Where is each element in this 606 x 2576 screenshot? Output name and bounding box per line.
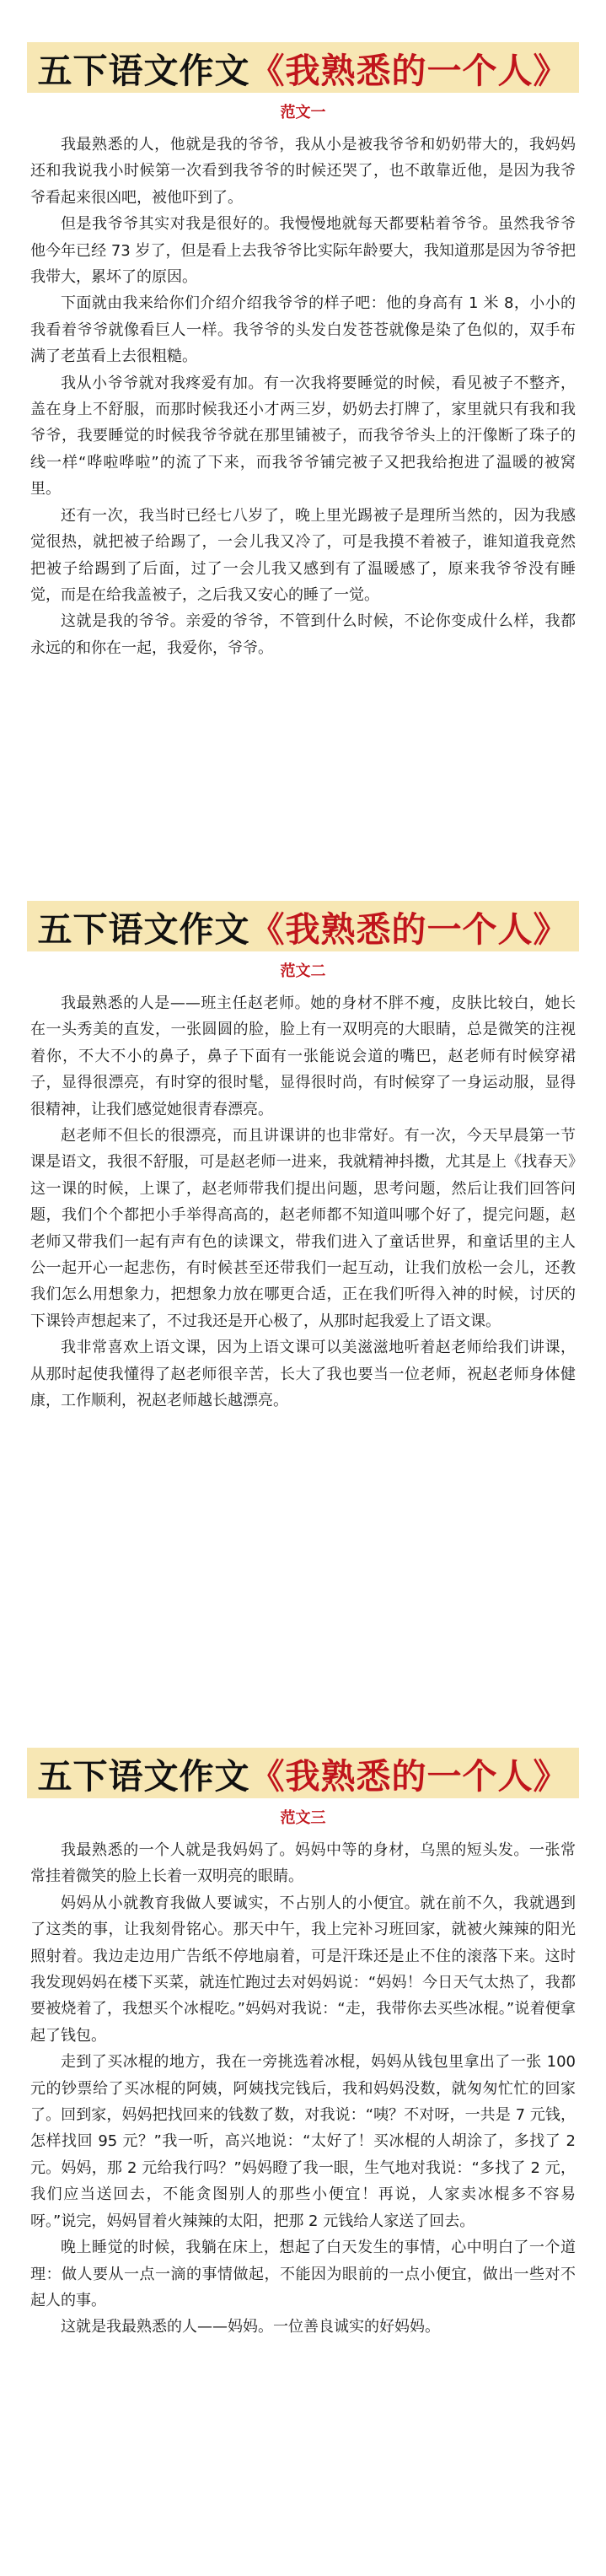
paragraph: 我最熟悉的人，他就是我的爷爷，我从小是被我爷爷和奶奶带大的，我妈妈还和我说我小时候第一次看到我爷爷的时候还哭了，也不敢靠近他，是因为我爷爷看起来很凶吧，被他吓到了。 (30, 136, 576, 207)
essay-subtitle: 范文一 (280, 104, 326, 121)
essay-subtitle: 范文二 (280, 962, 326, 980)
paragraph: 我从小爷爷就对我疼爱有加。有一次我将要睡觉的时候，看见被子不整齐，盖在身上不舒服，而那时候我还小才两三岁，奶奶去打牌了，家里就只有我和我爷爷，我要睡觉的时候我爷爷就在那里铺被子，而我爷爷头上的汗像断了珠子的线一样“哗啦哗啦”的流了下来，而我爷爷铺完被子又把我给抱进了温暖的被窝里。 (30, 374, 576, 498)
title-prefix: 五下语文作文 (37, 908, 250, 950)
paragraph: 我最熟悉的一个人就是我妈妈了。妈妈中等的身材，乌黑的短头发。一张常常挂着微笑的脸上长着一双明亮的眼睛。 (30, 1841, 576, 1886)
title-banner (27, 1748, 579, 1798)
essay-section-2 (0, 901, 606, 1415)
title-prefix: 五下语文作文 (37, 1755, 250, 1797)
paragraph: 这就是我的爷爷。亲爱的爷爷，不管到什么时候，不论你变成什么样，我都永远的和你在一起，我爱你，爷爷。 (30, 612, 576, 657)
paragraph: 走到了买冰棍的地方，我在一旁挑选着冰棍，妈妈从钱包里拿出了一张 100 元的钞票给了买冰棍的阿姨，阿姨找完钱后，我和妈妈没数，就匆匆忙忙的回家了。回到家，妈妈把找回来的钱数了数，对我说：“咦？不对呀，一共是 7 元钱，怎样找回 95 元？”我一听，高兴地说：“太好了！买冰棍的人胡涂了，多找了 2 元。妈妈，那 2 元给我行吗？”妈妈瞪了我一眼，生气地对我说：“多找了 2 元，我们应当送回去，不能贪图别人的那些小便宜！再说，人家卖冰棍多不容易呀。”说完，妈妈冒着火辣辣的太阳，把那 2 元钱给人家送了回去。 (30, 2053, 576, 2230)
title-banner (27, 901, 579, 951)
essay-body (30, 990, 576, 1415)
essay-body (30, 1837, 576, 2341)
paragraph: 这就是我最熟悉的人——妈妈。一位善良诚实的好妈妈。 (61, 2318, 440, 2336)
paragraph: 赵老师不但长的很漂亮，而且讲课讲的也非常好。有一次，今天早晨第一节课是语文，我很不舒服，可是赵老师一进来，我就精神抖擞，尤其是上《找春天》这一课的时候，上课了，赵老师带我们提出问题，思考问题，然后让我们回答问题，我们个个都把小手举得高高的，赵老师都不知道叫哪个好了，提完问题，赵老师又带我们一起有声有色的读课文，带我们进入了童话世界，和童话里的主人公一起开心一起悲伤，有时候甚至还带我们一起互动，让我们放松一会儿，还教我们怎么用想象力，把想象力放在哪更合适，正在我们听得入神的时候，讨厌的下课铃声想起来了，不过我还是开心极了，从那时起我爱上了语文课。 (30, 1127, 576, 1330)
title-highlight: 《我熟悉的一个人》 (249, 50, 569, 91)
paragraph: 妈妈从小就教育我做人要诚实，不占别人的小便宜。就在前不久，我就遇到了这类的事，让我刻骨铭心。那天中午，我上完补习班回家，就被火辣辣的阳光照射着。我边走边用广告纸不停地扇着，可是汗珠还是止不住的滚落下来。这时我发现妈妈在楼下买菜，就连忙跑过去对妈妈说：“妈妈！今日天气太热了，我都要被烧着了，我想买个冰棍吃。”妈妈对我说：“走，我带你去买些冰棍。”说着便拿起了钱包。 (30, 1894, 576, 2045)
title-prefix: 五下语文作文 (37, 50, 250, 91)
essay-section-3 (0, 1748, 606, 2341)
essay-body (30, 132, 576, 661)
title-highlight: 《我熟悉的一个人》 (249, 908, 569, 950)
essay-section-1 (0, 42, 606, 661)
essay-subtitle: 范文三 (280, 1809, 326, 1827)
paragraph: 下面就由我来给你们介绍介绍我爷爷的样子吧：他的身高有 1 米 8，小小的我看着爷爷就像看巨人一样。我爷爷的头发白发苍苍就像是染了色似的，双手布满了老茧看上去很粗糙。 (30, 294, 576, 366)
paragraph: 但是我爷爷其实对我是很好的。我慢慢地就每天都要粘着爷爷。虽然我爷爷他今年已经 73 岁了，但是看上去我爷爷比实际年龄要大，我知道那是因为爷爷把我带大，累坏了的原因。 (30, 215, 576, 287)
paragraph: 晚上睡觉的时候，我躺在床上，想起了白天发生的事情，心中明白了一个道理：做人要从一点一滴的事情做起，不能因为眼前的一点小便宜，做出一些对不起人的事。 (30, 2239, 576, 2309)
paragraph: 还有一次，我当时已经七八岁了，晚上里光踢被子是理所当然的，因为我感觉很热，就把被子给踢了，一会儿我又冷了，可是我摸不着被子，谁知道我竟然把被子给踢到了后面，过了一会儿我又感到有了温暖感了，原来我爷爷没有睡觉，而是在给我盖被子，之后我又安心的睡了一觉。 (30, 506, 576, 604)
title-banner (27, 42, 579, 93)
paragraph: 我最熟悉的人是——班主任赵老师。她的身材不胖不瘦，皮肤比较白，她长在一头秀美的直发，一张圆圆的脸，脸上有一双明亮的大眼睛，总是微笑的注视着你，不大不小的鼻子，鼻子下面有一张能说会道的嘴巴，赵老师有时候穿裙子，显得很漂亮，有时穿的很时髦，显得很时尚，有时候穿了一身运动服，显得很精神，让我们感觉她很青春漂亮。 (30, 994, 576, 1118)
title-highlight: 《我熟悉的一个人》 (249, 1755, 569, 1797)
paragraph: 我非常喜欢上语文课，因为上语文课可以美滋滋地听着赵老师给我们讲课，从那时起使我懂得了赵老师很辛苦，长大了我也要当一位老师，祝赵老师身体健康，工作顺利，祝赵老师越长越漂亮。 (30, 1339, 576, 1410)
